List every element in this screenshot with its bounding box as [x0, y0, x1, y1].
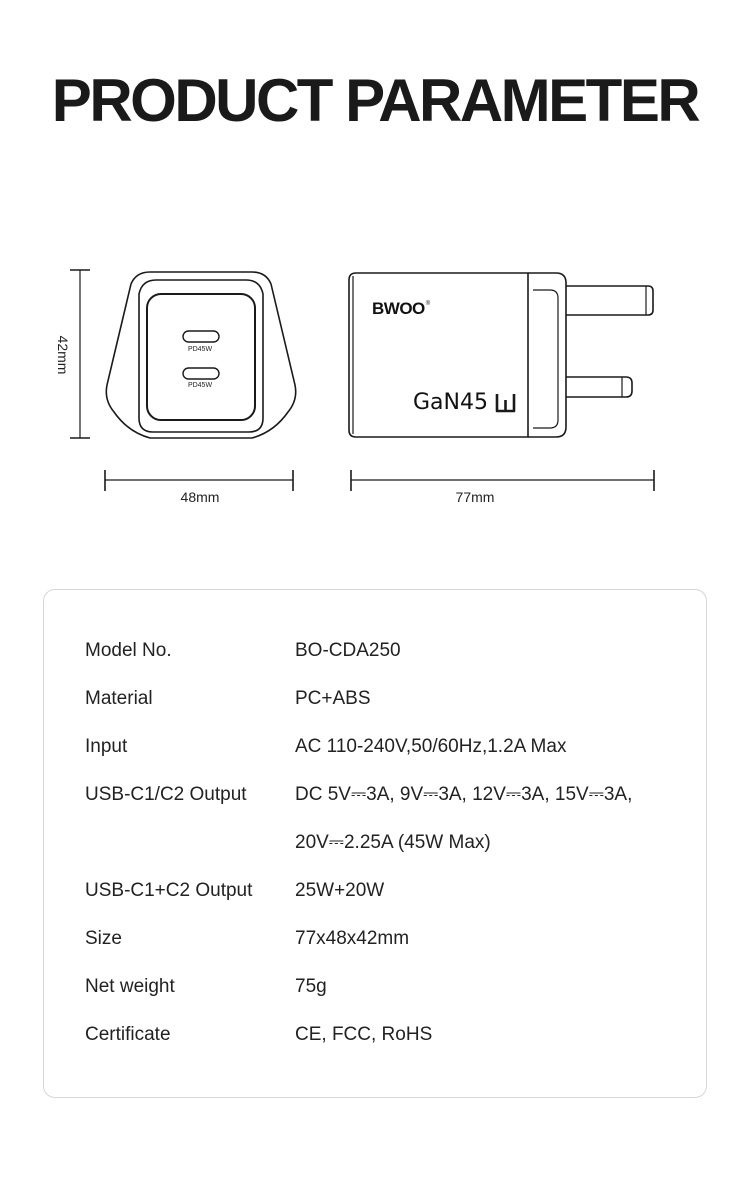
spec-table — [43, 589, 707, 1098]
spec-row — [44, 877, 706, 905]
brand-name: BWOO — [372, 299, 425, 318]
spec-label: USB-C1/C2 Output — [85, 784, 247, 805]
spec-label: Model No. — [85, 640, 172, 661]
spec-value: 77x48x42mm — [295, 928, 410, 949]
width-dimension-label: 48mm — [180, 489, 220, 505]
spec-value: 20V⎓2.25A (45W Max) — [295, 832, 491, 853]
page-title: PRODUCT PARAMETER — [51, 67, 699, 134]
spec-row — [44, 781, 706, 809]
product-dimension-diagram — [0, 250, 750, 530]
spec-label: Material — [85, 688, 153, 709]
spec-row — [44, 973, 706, 1001]
registered-mark: ® — [425, 301, 430, 307]
front-view-face — [139, 280, 263, 432]
spec-row — [44, 925, 706, 953]
spec-value: PC+ABS — [295, 688, 371, 709]
spec-row — [44, 1021, 706, 1049]
length-dimension-label: 77mm — [455, 489, 495, 505]
spec-label: USB-C1+C2 Output — [85, 880, 253, 901]
spec-value: 75g — [295, 976, 327, 997]
spec-value: BO-CDA250 — [295, 640, 401, 661]
port-1-label: PD45W — [187, 346, 213, 353]
w-logo-icon — [497, 394, 514, 411]
usb-c-port-1 — [183, 331, 219, 342]
spec-row — [44, 685, 706, 713]
spec-value: DC 5V⎓3A, 9V⎓3A, 12V⎓3A, 15V⎓3A, — [295, 784, 633, 805]
front-view-outer-shell — [106, 272, 295, 438]
spec-label: Certificate — [85, 1024, 171, 1045]
spec-value: CE, FCC, RoHS — [295, 1024, 433, 1045]
spec-label: Input — [85, 736, 128, 757]
front-view-port-panel — [147, 294, 255, 420]
brand-logo — [372, 299, 430, 319]
height-dimension-label: 42mm — [55, 335, 71, 375]
usb-c-port-2 — [183, 368, 219, 379]
earth-pin — [566, 286, 653, 315]
spec-row — [44, 733, 706, 761]
spec-row — [44, 829, 706, 857]
side-view-plug-base — [528, 273, 566, 437]
spec-label: Size — [85, 928, 122, 949]
gan-label: GaN45 — [413, 390, 488, 415]
spec-value: 25W+20W — [295, 880, 385, 901]
dimension-drawing — [0, 250, 750, 530]
spec-row — [44, 637, 706, 665]
side-view-plug-inner — [533, 290, 558, 428]
spec-label: Net weight — [85, 976, 175, 997]
port-2-label: PD45W — [187, 382, 213, 389]
spec-value: AC 110-240V,50/60Hz,1.2A Max — [295, 736, 567, 757]
